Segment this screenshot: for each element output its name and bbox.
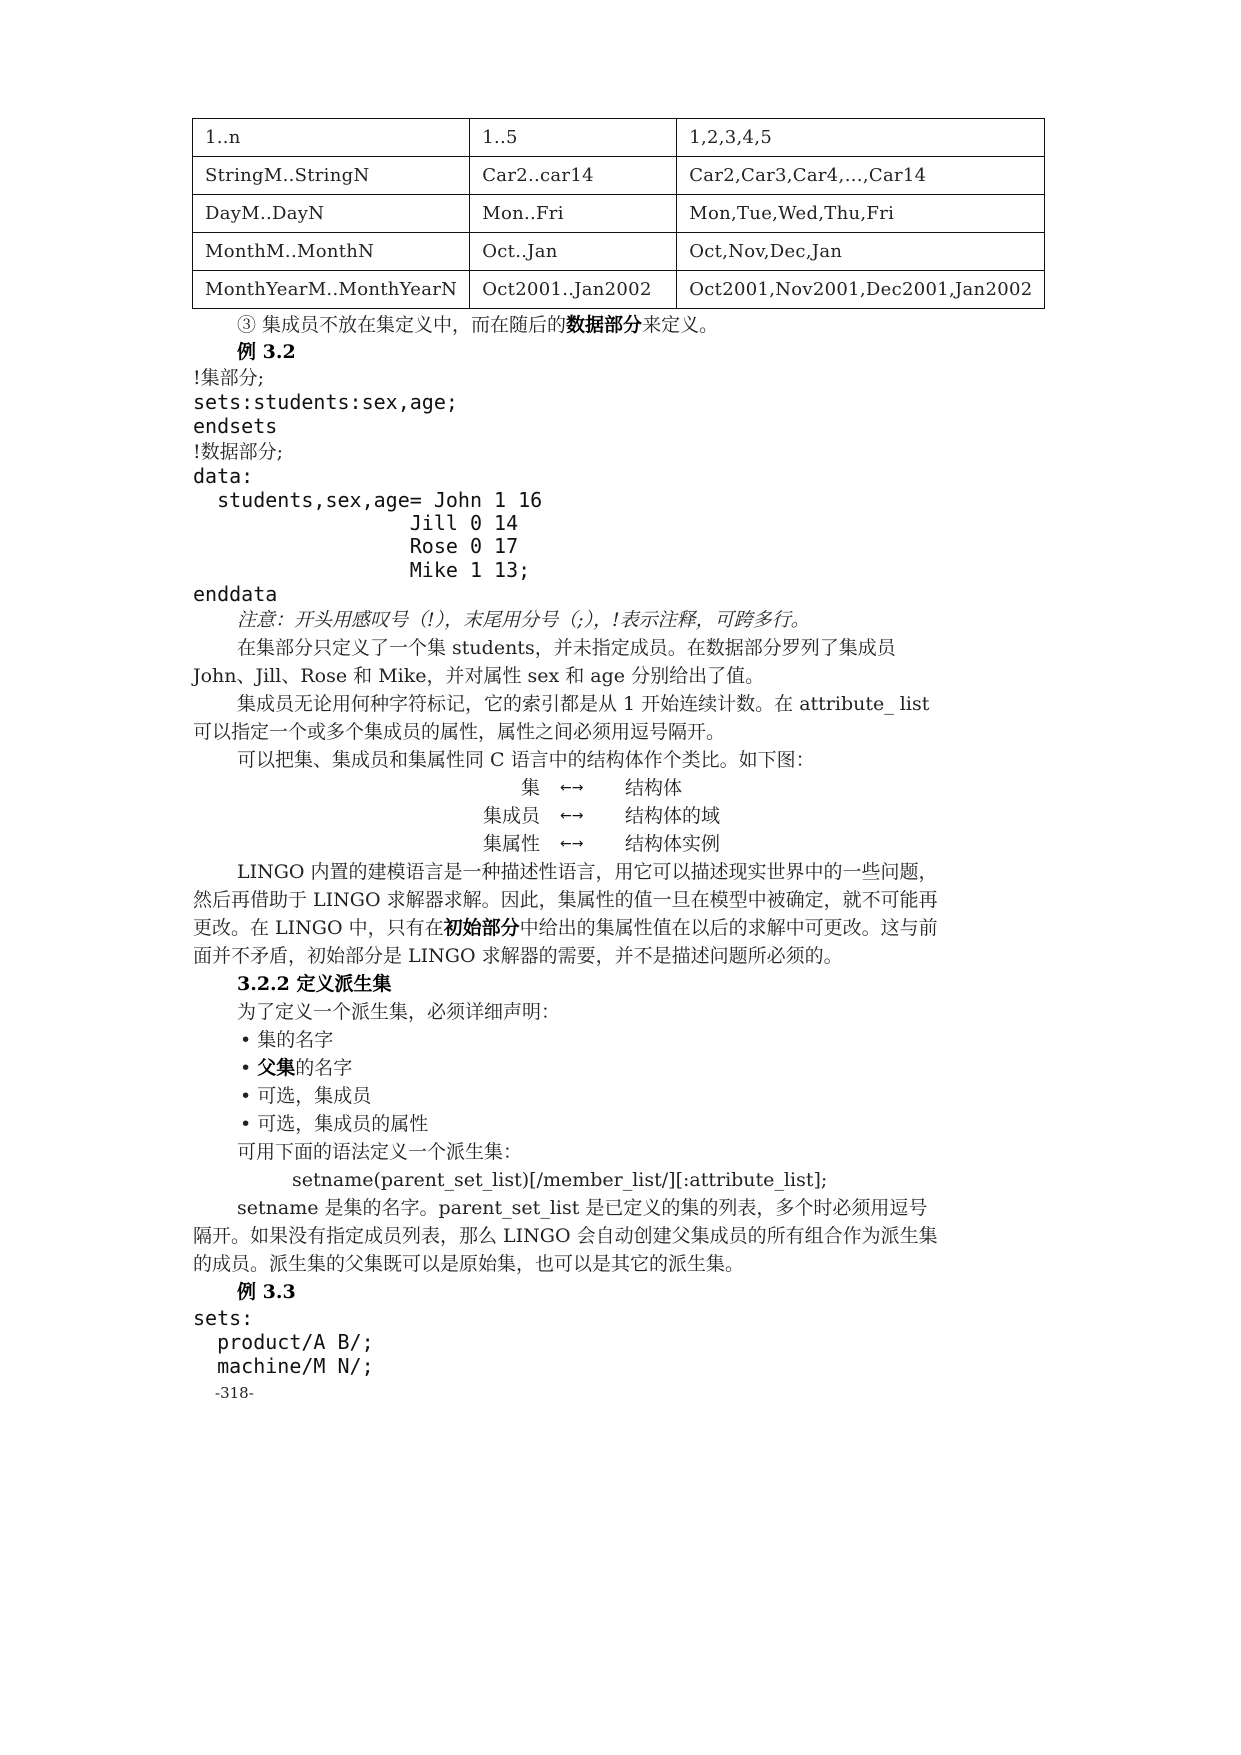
- analogy-left: 集: [520, 777, 540, 799]
- item-3-bold-term: 数据部分: [566, 314, 643, 336]
- item-3-paragraph: [237, 312, 718, 338]
- paragraph-text: 中给出的集属性值在以后的求解中可更改。这与前: [519, 917, 938, 939]
- section-heading: [237, 971, 392, 997]
- item-3-text: ③ 集成员不放在集定义中，而在随后的: [237, 314, 567, 336]
- analogy-left: 集属性: [482, 833, 540, 855]
- table-cell: 1,2,3,4,5: [677, 119, 1045, 157]
- table-cell: Car2,Car3,Car4,…,Car14: [677, 157, 1045, 195]
- table-cell: 1..5: [470, 119, 677, 157]
- paragraph-line: 可用下面的语法定义一个派生集：: [237, 1141, 523, 1163]
- table-cell: Mon..Fri: [470, 195, 677, 233]
- code-line: machine/M N/;: [193, 1354, 374, 1378]
- analogy-right: 结构体实例: [625, 833, 721, 855]
- bullet-text: 的名字: [295, 1057, 353, 1079]
- syntax-line: setname(parent_set_list)[/member_list/][:attribute_list];: [292, 1169, 828, 1191]
- bullet-text: 可选，集成员的属性: [257, 1113, 429, 1135]
- table-row: [193, 195, 1045, 233]
- table-cell: Oct2001..Jan2002: [470, 271, 677, 309]
- analogy-left: 集成员: [482, 805, 540, 827]
- paragraph-line: 隔开。如果没有指定成员列表，那么 LINGO 会自动创建父集成员的所有组合作为派生集: [193, 1225, 938, 1247]
- table-cell: StringM..StringN: [193, 157, 470, 195]
- bullet-item: [240, 1027, 333, 1053]
- table-cell: Oct2001,Nov2001,Dec2001,Jan2002: [677, 271, 1045, 309]
- code-line: Rose 0 17: [193, 534, 519, 558]
- table-cell: DayM..DayN: [193, 195, 470, 233]
- paragraph-line: 在集部分只定义了一个集 students，并未指定成员。在数据部分罗列了集成员: [237, 637, 896, 659]
- double-arrow-icon: ←→: [560, 780, 584, 796]
- analogy-right: 结构体的域: [625, 805, 721, 827]
- bullet-item: [240, 1055, 352, 1081]
- table-row: [193, 157, 1045, 195]
- code-line: Jill 0 14: [193, 511, 519, 535]
- bullet-text: 可选，集成员: [257, 1085, 372, 1107]
- code-line: !数据部分;: [193, 441, 284, 463]
- bullet-text: 集的名字: [257, 1029, 334, 1051]
- paragraph-line: 为了定义一个派生集，必须详细声明：: [237, 1001, 561, 1023]
- paragraph-line: LINGO 内置的建模语言是一种描述性语言，用它可以描述现实世界中的一些问题，: [237, 861, 938, 883]
- paragraph-line: 面并不矛盾，初始部分是 LINGO 求解器的需要，并不是描述问题所必须的。: [193, 945, 843, 967]
- set-range-table: [192, 118, 1045, 309]
- bullet-icon: •: [240, 1029, 252, 1051]
- bold-term: 初始部分: [443, 917, 520, 939]
- table-cell: Oct..Jan: [470, 233, 677, 271]
- table-cell: 1..n: [193, 119, 470, 157]
- code-line: data:: [193, 464, 254, 488]
- paragraph-line: 可以指定一个或多个集成员的属性，属性之间必须用逗号隔开。: [193, 721, 726, 743]
- bullet-item: [240, 1083, 371, 1109]
- code-line: endsets: [193, 414, 278, 438]
- table-row: [193, 119, 1045, 157]
- double-arrow-icon: ←→: [560, 808, 584, 824]
- code-line: students,sex,age= John 1 16: [193, 488, 543, 512]
- paragraph-line: 可以把集、集成员和集属性同 C 语言中的结构体作个类比。如下图：: [237, 749, 815, 771]
- paragraph-line: 集成员无论用何种字符标记，它的索引都是从 1 开始连续计数。在 attribute_ list: [237, 693, 930, 715]
- bullet-icon: •: [240, 1113, 252, 1135]
- table-cell: Car2..car14: [470, 157, 677, 195]
- example-3-2-label: 例 3.2: [237, 341, 296, 363]
- table-row: [193, 271, 1045, 309]
- bullet-icon: •: [240, 1057, 252, 1079]
- code-line: enddata: [193, 582, 278, 606]
- paragraph-line: [193, 915, 938, 941]
- example-3-3-label: 例 3.3: [237, 1281, 296, 1303]
- paragraph-text: 更改。在 LINGO 中，只有在: [193, 917, 444, 939]
- table-cell: MonthYearM..MonthYearN: [193, 271, 470, 309]
- section-title: 定义派生集: [296, 973, 392, 995]
- double-arrow-icon: ←→: [560, 836, 584, 852]
- paragraph-line: setname 是集的名字。parent_set_list 是已定义的集的列表，多个时必须用逗号: [237, 1197, 928, 1219]
- table-cell: Oct,Nov,Dec,Jan: [677, 233, 1045, 271]
- item-3-suffix: 来定义。: [642, 314, 719, 336]
- bullet-item: [240, 1111, 428, 1137]
- code-line: product/A B/;: [193, 1330, 374, 1354]
- bullet-icon: •: [240, 1085, 252, 1107]
- paragraph-line: 的成员。派生集的父集既可以是原始集，也可以是其它的派生集。: [193, 1253, 745, 1275]
- table-cell: Mon,Tue,Wed,Thu,Fri: [677, 195, 1045, 233]
- table-row: [193, 233, 1045, 271]
- page-number: -318-: [215, 1384, 254, 1402]
- table-cell: MonthM..MonthN: [193, 233, 470, 271]
- code-line: Mike 1 13;: [193, 558, 531, 582]
- code-line: sets:: [193, 1306, 254, 1330]
- paragraph-line: 然后再借助于 LINGO 求解器求解。因此，集属性的值一旦在模型中被确定，就不可能再: [193, 889, 938, 911]
- paragraph-line: John、Jill、Rose 和 Mike，并对属性 sex 和 age 分别给出了值。: [193, 665, 765, 687]
- bullet-bold: 父集: [257, 1057, 296, 1079]
- section-number: 3.2.2: [237, 973, 290, 995]
- analogy-right: 结构体: [625, 777, 683, 799]
- code-line: !集部分;: [193, 367, 265, 389]
- code-line: sets:students:sex,age;: [193, 390, 458, 414]
- note-text: 注意：开头用感叹号（!），末尾用分号（;），!表示注释，可跨多行。: [237, 609, 810, 631]
